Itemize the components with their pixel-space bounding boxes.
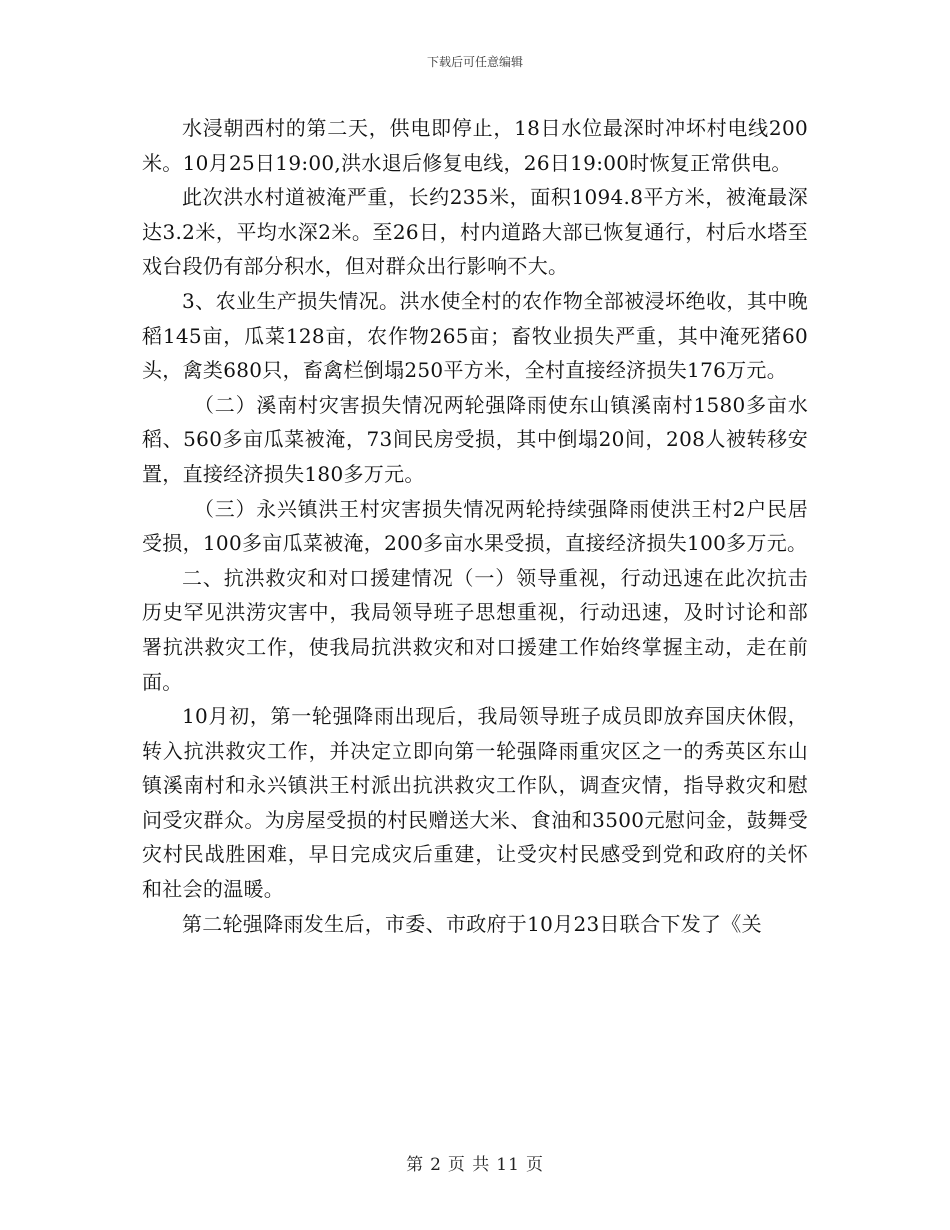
paragraph-agriculture-loss: 3、农业生产损失情况。洪水使全村的农作物全部被浸坏绝收，其中晚稻145亩，瓜菜128亩，农作物265亩；畜牧业损失严重，其中淹死猪60头，禽类680只，畜禽栏倒塌250平方米，全村直接经济损失176万元。 [142,288,808,383]
footer-middle: 页 共 [447,1155,491,1175]
footer-suffix: 页 [525,1155,544,1175]
page-header-note: 下载后可任意编辑 [426,55,523,69]
page-footer [0,1153,950,1177]
paragraph-leadership: 二、抗洪救灾和对口援建情况（一）领导重视，行动迅速在此次抗击历史罕见洪涝灾害中，我局领导班子思想重视，行动迅速，及时讨论和部署抗洪救灾工作，使我局抗洪救灾和对口援建工作始终掌握主动，走在前面。 [142,565,808,694]
paragraph-second-rainfall: 第二轮强降雨发生后，市委、市政府于10月23日联合下发了《关 [182,911,762,936]
paragraph-power-supply: 水浸朝西村的第二天，供电即停止，18日水位最深时冲坏村电线200米。10月25日19:00,洪水退后修复电线，26日19:00时恢复正常供电。 [142,116,808,175]
paragraph-road-flooding: 此次洪水村道被淹严重，长约235米，面积1094.8平方米，被淹最深达3.2米，平均水深2米。至26日，村内道路大部已恢复通行，村后水塔至戏台段仍有部分积水，但对群众出行影响不大。 [142,185,808,279]
paragraph-first-rainfall: 10月初，第一轮强降雨出现后，我局领导班子成员即放弃国庆休假，转入抗洪救灾工作，并决定立即向第一轮强降雨重灾区之一的秀英区东山镇溪南村和永兴镇洪王村派出抗洪救灾工作队，调查灾情，指导救灾和慰问受灾群众。为房屋受损的村民赠送大米、食油和3500元慰问金，鼓舞受灾村民战胜困难，早日完成灾后重建，让受灾村民感受到党和政府的关怀和社会的温暖。 [142,704,808,902]
footer-current-page: 2 [430,1155,442,1175]
paragraph-hongwang-village: （三）永兴镇洪王村灾害损失情况两轮持续强降雨使洪王村2户民居受损，100多亩瓜菜被淹，200多亩水果受损，直接经济损失100多万元。 [142,496,808,556]
paragraph-xinan-village: （二）溪南村灾害损失情况两轮强降雨使东山镇溪南村1580多亩水稻、560多亩瓜菜被淹，73间民房受损，其中倒塌20间，208人被转移安置，直接经济损失180多万元。 [142,392,808,486]
document-body [142,111,808,941]
footer-prefix: 第 [406,1155,425,1175]
footer-total-pages: 11 [496,1155,520,1175]
